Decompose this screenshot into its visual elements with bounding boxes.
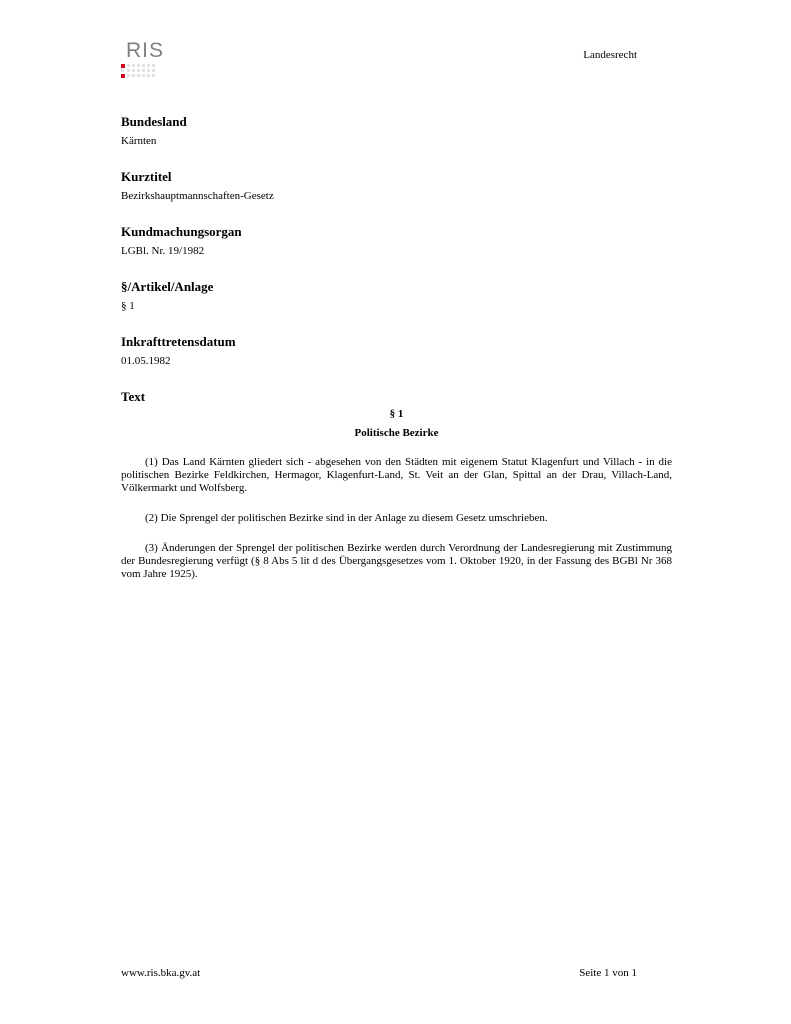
field-value: Bezirkshauptmannschaften-Gesetz [121, 190, 274, 202]
field-heading: Kundmachungsorgan [121, 224, 242, 239]
document-content [121, 114, 672, 598]
text-heading: Text [121, 389, 146, 404]
field-value: 01.05.1982 [121, 355, 171, 367]
logo-text: RIS [126, 39, 165, 62]
header-label: Landesrecht [583, 49, 637, 61]
ris-logo [121, 39, 173, 82]
field-inkrafttretensdatum [121, 334, 672, 368]
field-bundesland [121, 114, 672, 148]
field-heading: Kurztitel [121, 169, 172, 184]
field-value: LGBl. Nr. 19/1982 [121, 245, 205, 257]
field-kundmachungsorgan [121, 224, 672, 258]
footer-page-info: Seite 1 von 1 [579, 967, 637, 979]
field-value: § 1 [121, 300, 135, 312]
field-heading: §/Artikel/Anlage [121, 279, 214, 294]
field-heading: Bundesland [121, 114, 187, 129]
logo-grid-icon [121, 64, 157, 80]
field-kurztitel [121, 169, 672, 203]
body-paragraph: (3) Änderungen der Sprengel der politischen Bezirke werden durch Verordnung der Landesregierung mit Zustimmung der Bundesregierung verfügt (§ 8 Abs 5 lit d des Übergangsgesetzes vom 1. Oktober 1920, in der Fassung des BGBl Nr 368 vom Jahre 1925). [121, 542, 672, 580]
body-paragraph: (2) Die Sprengel der politischen Bezirke sind in der Anlage zu diesem Gesetz umschrieben. [145, 512, 548, 524]
paragraph-number: § 1 [389, 408, 404, 420]
body-paragraph: (1) Das Land Kärnten gliedert sich - abgesehen von den Städten mit eigenem Statut Klagenfurt und Villach - in die politischen Bezirke Feldkirchen, Hermagor, Klagenfurt-Land, St. Veit an der Glan, Spittal an der Drau, Villach-Land, Völkermarkt und Wolfsberg. [121, 456, 672, 494]
paragraph-title: Politische Bezirke [354, 427, 439, 439]
footer-url: www.ris.bka.gv.at [121, 967, 201, 979]
field-heading: Inkrafttretensdatum [121, 334, 236, 349]
field-value: Kärnten [121, 135, 157, 147]
text-section [121, 389, 672, 581]
field-artikel [121, 279, 672, 313]
